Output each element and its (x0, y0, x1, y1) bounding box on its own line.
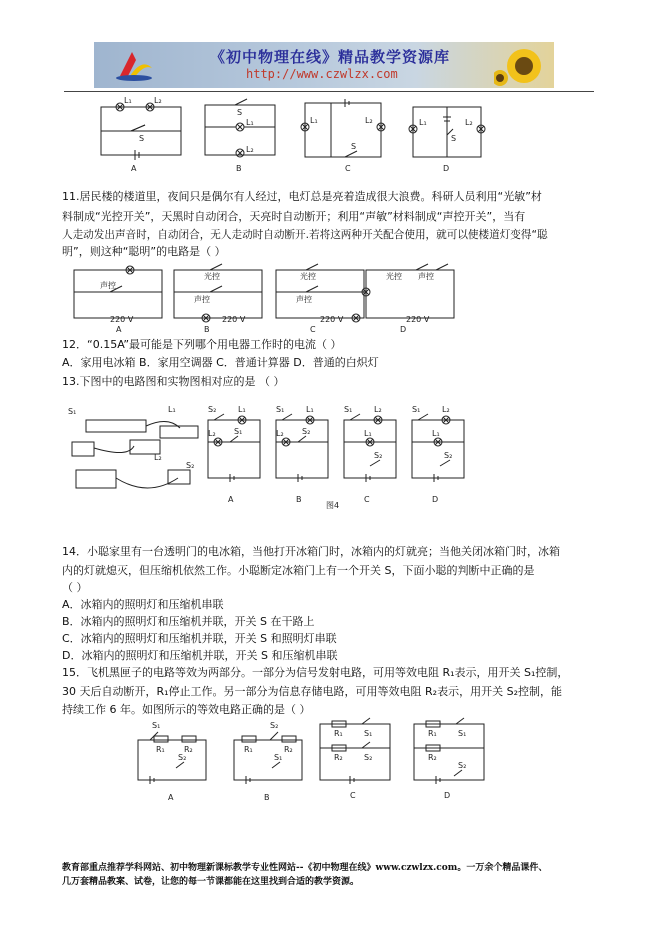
circuit-c-l2-label: L₂ (365, 116, 373, 125)
q13-d-s1: S₁ (412, 405, 421, 414)
footer (62, 861, 602, 889)
q11-b-label: B (204, 325, 210, 334)
q15-line2: 30 天后自动断开，R₁停止工作。另一部分为信息存储电路，可用等效电阻 R₂表示，用开关 S₂控制，能 (62, 685, 562, 698)
circuit-a (101, 96, 181, 173)
figure-top-circuits (95, 95, 495, 175)
q11-b-sound-label: 声控 (194, 295, 210, 304)
q12-options: A．家用电冰箱 B．家用空调器 C．普通计算器 D．普通的白炽灯 (62, 356, 379, 369)
footer-line2: 几万套精品教案、试卷，让您的每一节课都能在这里找到合适的教学资源。 (62, 877, 360, 887)
q13-c-s2: S₂ (374, 451, 383, 460)
q13-d-l2: L₂ (442, 405, 450, 414)
banner-title: 《初中物理在线》精品教学资源库 (210, 48, 451, 66)
sunflower-icon (494, 44, 548, 86)
q13-c-l1: L₁ (364, 429, 372, 438)
circuit-b-l1-label: L₁ (246, 118, 254, 127)
banner-url[interactable]: http://www.czwlzx.com (246, 67, 398, 81)
circuit-b-label: B (236, 164, 242, 173)
q15-a-label: A (168, 793, 174, 802)
q14-line2: 内的灯就熄灭，但压缩机依然工作。小聪断定冰箱门上有一个开关 S，下面小聪的判断中正确的是 (62, 564, 535, 577)
q13-circuit-c (344, 405, 396, 504)
q11-a-sound-label: 声控 (100, 281, 116, 290)
q11-circuit-d (362, 264, 454, 334)
q11-line4: 明”，则这种“聪明”的电路是（ ） (62, 245, 226, 258)
q13-a-label: A (228, 495, 234, 504)
footer-line1: 教育部重点推荐学科网站、初中物理新课标教学专业性网站--《初中物理在线》www.czwlzx.com。一万余个精品课件、 (62, 863, 548, 873)
circuit-b-l2-label: L₂ (246, 145, 254, 154)
q15-a-s2: S₂ (178, 753, 187, 762)
q13-d-label: D (432, 495, 439, 504)
q15-d-s1: S₁ (458, 729, 467, 738)
q15-b-label: B (264, 793, 270, 802)
q15-circuit-d (414, 718, 484, 800)
q15-a-r1: R₁ (156, 745, 165, 754)
circuit-c (301, 99, 385, 173)
circuit-a-l2-label: L₂ (154, 96, 162, 105)
q13-c-label: C (364, 495, 370, 504)
circuit-a-l1-label: L₁ (124, 96, 132, 105)
q11-d-light-label: 光控 (386, 272, 402, 281)
q13-b-s2: S₂ (302, 427, 311, 436)
q13-d-s2: S₂ (444, 451, 453, 460)
q12-stem: 12．“0.15A”最可能是下列哪个用电器工作时的电流（ ） (62, 338, 342, 351)
q15-d-r1: R₁ (428, 729, 437, 738)
q11-c-voltage: 220 V (320, 315, 344, 324)
q13-b-s1: S₁ (276, 405, 285, 414)
q11-circuit-b (174, 264, 262, 334)
q15-b-s2: S₂ (270, 721, 279, 730)
q11-circuit-c (276, 264, 364, 334)
circuit-c-l1-label: L₁ (310, 116, 318, 125)
q15-b-r2: R₂ (284, 745, 293, 754)
q15-c-s1: S₁ (364, 729, 373, 738)
q15-circuit-b (234, 721, 302, 802)
q13-fig-caption: 图4 (326, 501, 340, 510)
q15-d-r2: R₂ (428, 753, 437, 762)
q14-line3: （ ） (62, 581, 88, 594)
q11-d-label: D (400, 325, 407, 334)
q11-a-voltage: 220 V (110, 315, 134, 324)
circuit-c-label: C (345, 164, 351, 173)
q14-option-d: D．冰箱内的照明灯和压缩机并联，开关 S 和压缩机串联 (62, 649, 338, 662)
q11-circuit-a (74, 266, 162, 334)
q11-b-voltage: 220 V (222, 315, 246, 324)
q11-c-light-label: 光控 (300, 272, 316, 281)
q13-a-s2: S₂ (208, 405, 217, 414)
q13-a-l1: L₁ (238, 405, 246, 414)
circuit-d (409, 107, 485, 173)
q15-b-s1: S₁ (274, 753, 283, 762)
q15-a-s1: S₁ (152, 721, 161, 730)
circuit-c-s-label: S (351, 142, 357, 151)
q11-d-voltage: 220 V (406, 315, 430, 324)
q15-a-r2: R₂ (184, 745, 193, 754)
q15-circuit-a (138, 721, 206, 802)
q11-line3: 人走动发出声音时，自动闭合，无人走动时自动断开.若将这两种开关配合使用，就可以使楼道灯变得“聪 (62, 229, 548, 241)
q13-photo-l1: L₁ (168, 405, 176, 414)
q13-photo-s2: S₂ (186, 461, 195, 470)
q13-c-s1: S₁ (344, 405, 353, 414)
circuit-a-s-label: S (139, 134, 145, 143)
q14-option-c: C．冰箱内的照明灯和压缩机并联，开关 S 和照明灯串联 (62, 632, 337, 645)
circuit-b (205, 99, 275, 173)
q13-circuit-a (208, 405, 260, 504)
q15-d-label: D (444, 791, 451, 800)
q13-real-circuit-photo (68, 405, 198, 488)
q15-circuit-c (320, 718, 390, 800)
site-logo-icon (114, 48, 154, 82)
q15-line3: 持续工作 6 年。如图所示的等效电路正确的是（ ） (62, 703, 311, 716)
circuit-d-s-label: S (451, 134, 457, 143)
q13-stem: 13.下图中的电路图和实物图相对应的是 （ ） (62, 375, 285, 388)
q11-c-sound-label: 声控 (296, 295, 312, 304)
q13-d-l1: L₁ (432, 429, 440, 438)
q15-b-r1: R₁ (244, 745, 253, 754)
q11-b-light-label: 光控 (204, 272, 220, 281)
q13-photo-l2: L₂ (154, 453, 162, 462)
circuit-b-s-label: S (237, 108, 243, 117)
figure-q15 (130, 718, 490, 804)
q13-b-l1: L₁ (306, 405, 314, 414)
q13-a-l2: L₂ (208, 429, 216, 438)
q14-option-a: A．冰箱内的照明灯和压缩机串联 (62, 598, 224, 611)
q15-d-s2: S₂ (458, 761, 467, 770)
q13-b-label: B (296, 495, 302, 504)
q15-c-r2: R₂ (334, 753, 343, 762)
q13-b-l2: L₂ (276, 429, 284, 438)
q13-circuit-b (276, 405, 328, 504)
circuit-d-l2-label: L₂ (465, 118, 473, 127)
q13-a-s1: S₁ (234, 427, 243, 436)
header-rule (64, 91, 594, 92)
q14-option-b: B．冰箱内的照明灯和压缩机并联，开关 S 在干路上 (62, 615, 315, 628)
q15-c-label: C (350, 791, 356, 800)
q11-line2: 料制成“光控开关”，天黑时自动闭合，天亮时自动断开；利用“声敏”材料制成“声控开关”，当有 (62, 210, 526, 223)
q11-c-label: C (310, 325, 316, 334)
circuit-d-label: D (443, 164, 450, 173)
q11-d-sound-label: 声控 (418, 272, 434, 281)
circuit-a-label: A (131, 164, 137, 173)
q13-c-l2: L₂ (374, 405, 382, 414)
q11-a-label: A (116, 325, 122, 334)
q11-line1: 11.居民楼的楼道里，夜间只是偶尔有人经过，电灯总是亮着造成很大浪费。科研人员利用“光敏”材 (62, 190, 542, 203)
q15-c-s2: S₂ (364, 753, 373, 762)
circuit-d-l1-label: L₁ (419, 118, 427, 127)
figure-q11-circuits (70, 262, 470, 334)
q13-circuit-d (412, 405, 464, 504)
q14-line1: 14．小聪家里有一台透明门的电冰箱，当他打开冰箱门时，冰箱内的灯就亮；当他关闭冰箱门时，冰箱 (62, 545, 560, 558)
q15-line1: 15．飞机黑匣子的电路等效为两部分。一部分为信号发射电路，可用等效电阻 R₁表示，用开关 S₁控制， (62, 666, 569, 679)
q13-photo-s1: S₁ (68, 407, 77, 416)
q15-c-r1: R₁ (334, 729, 343, 738)
header-banner (94, 42, 554, 88)
figure-q13 (68, 398, 488, 510)
